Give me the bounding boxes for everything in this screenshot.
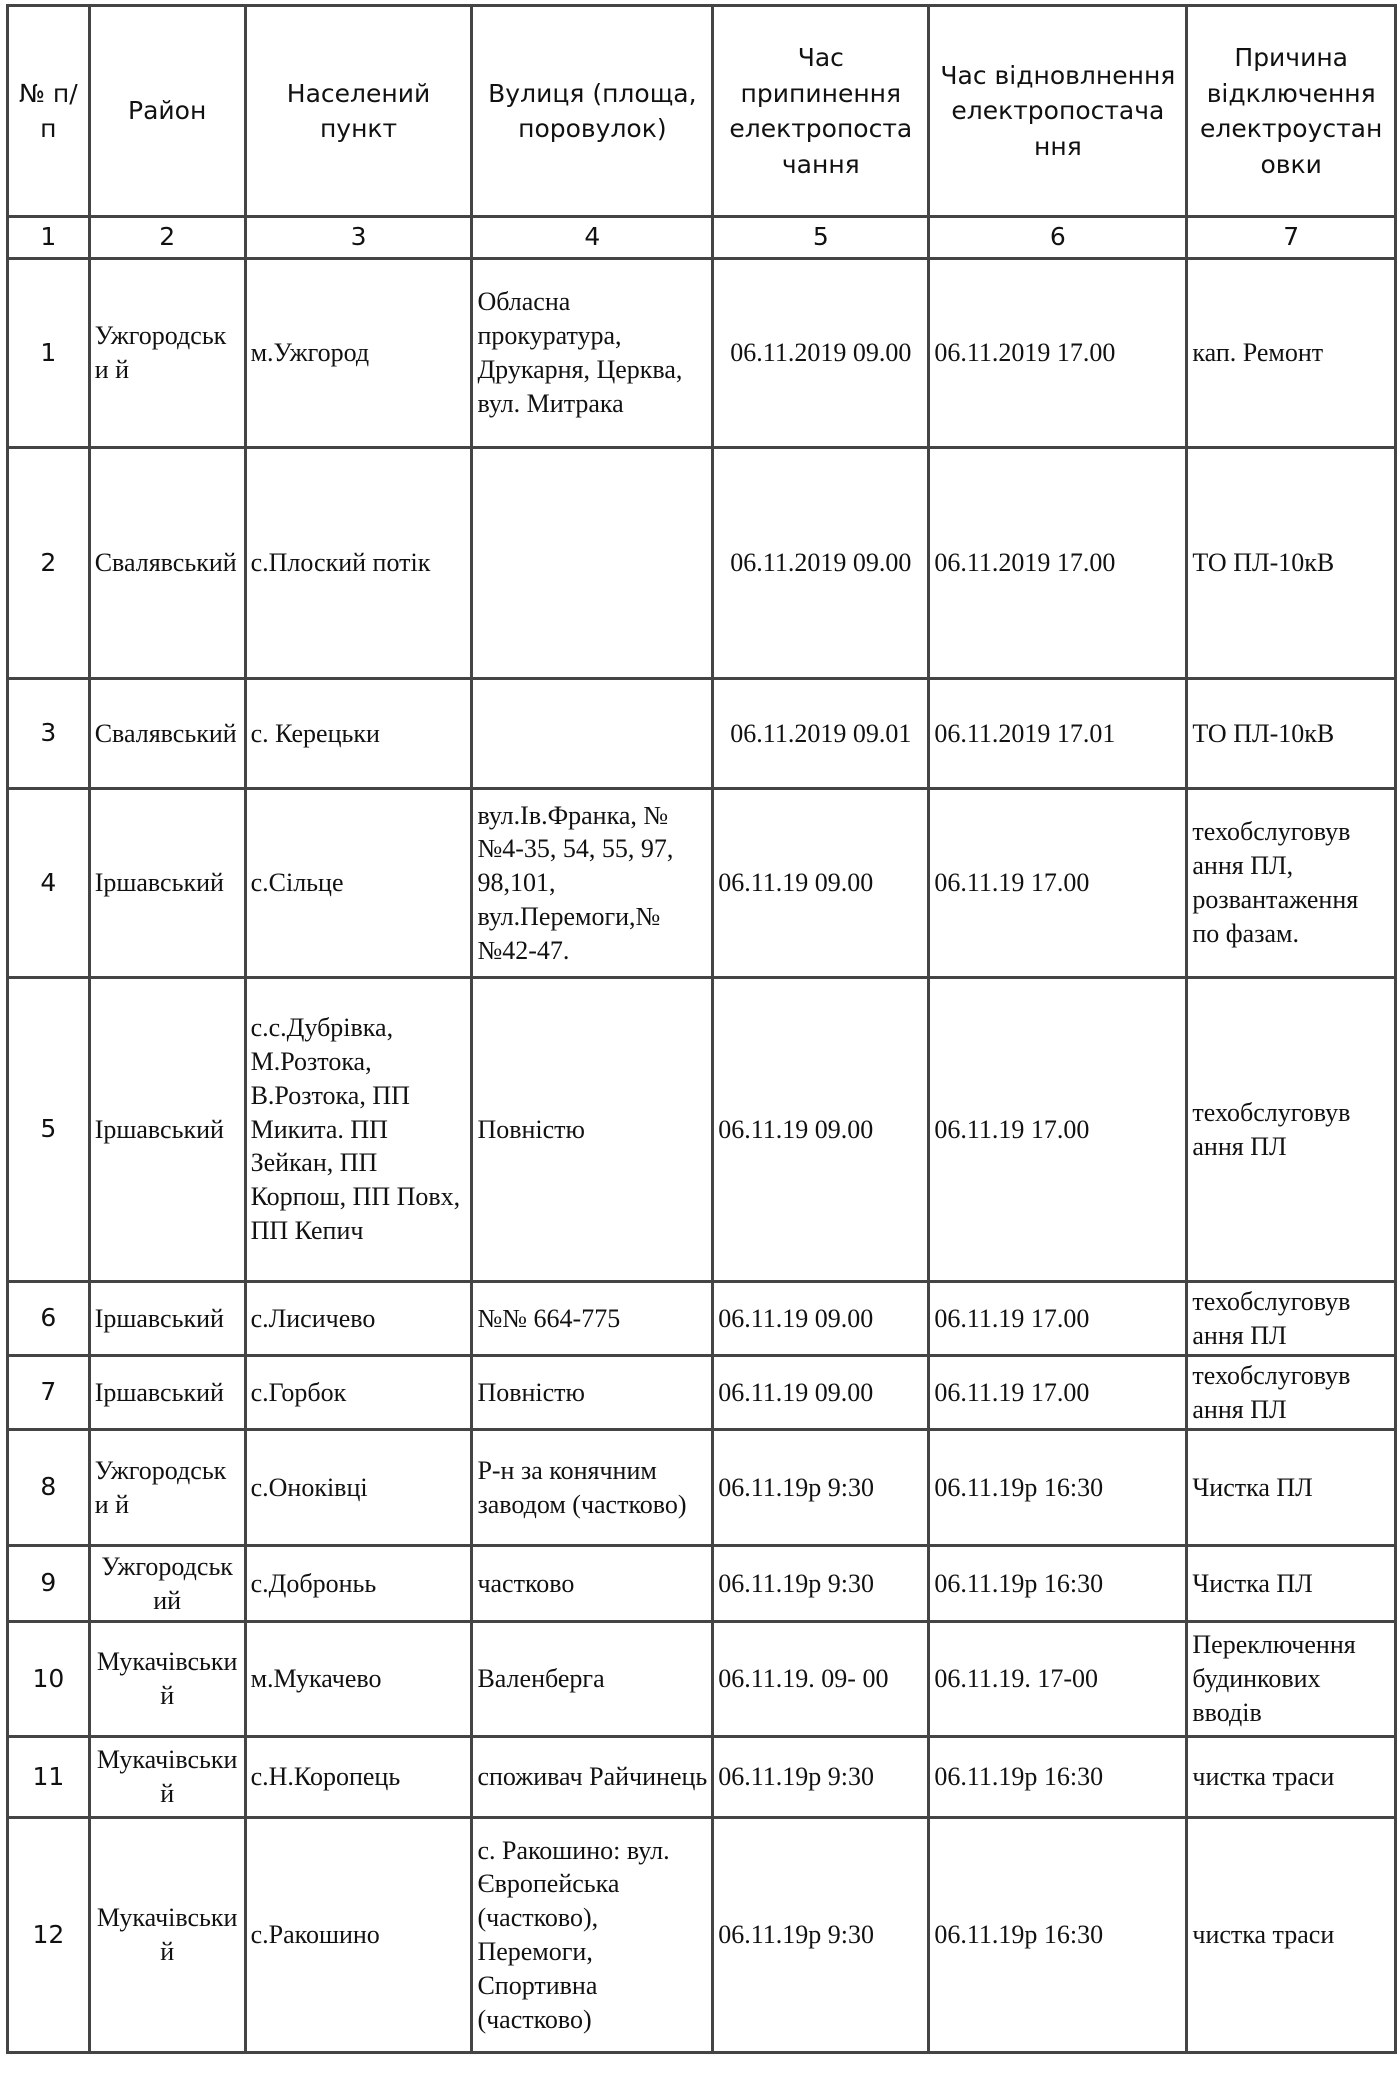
reason-cell: техобслуговув ання ПЛ <box>1187 1356 1396 1430</box>
district-cell: Свалявський <box>89 679 245 789</box>
column-number: 6 <box>929 217 1187 259</box>
column-number: 7 <box>1187 217 1396 259</box>
district-cell: Ужгородськи й <box>89 1430 245 1546</box>
header-reason: Причина відключення електроустан овки <box>1187 6 1396 217</box>
header-street: Вулиця (площа, поровулок) <box>472 6 713 217</box>
row-number: 11 <box>8 1737 90 1818</box>
outage-table <box>6 4 1397 2054</box>
district-cell: Ужгородськ ий <box>89 1546 245 1622</box>
locality-cell: с.с.Дубрівка, М.Розтока, В.Розтока, ПП Микита. ПП Зейкан, ПП Корпош, ПП Повх, ПП Кепич <box>245 978 472 1282</box>
locality-cell: с. Керецьки <box>245 679 472 789</box>
table-row <box>8 1622 1396 1737</box>
outage-end-cell: 06.11.19. 17-00 <box>929 1622 1187 1737</box>
table-row <box>8 1282 1396 1356</box>
header-district: Район <box>89 6 245 217</box>
outage-end-cell: 06.11.2019 17.00 <box>929 448 1187 679</box>
reason-cell: чистка траси <box>1187 1818 1396 2053</box>
street-cell: Повністю <box>472 1356 713 1430</box>
outage-end-cell: 06.11.19р 16:30 <box>929 1546 1187 1622</box>
district-cell: Мукачівськи й <box>89 1737 245 1818</box>
header-number: № п/п <box>8 6 90 217</box>
table-row <box>8 1546 1396 1622</box>
table-row <box>8 1737 1396 1818</box>
outage-end-cell: 06.11.19 17.00 <box>929 1356 1187 1430</box>
reason-cell: Чистка ПЛ <box>1187 1430 1396 1546</box>
reason-cell: ТО ПЛ-10кВ <box>1187 448 1396 679</box>
locality-cell: с.Горбок <box>245 1356 472 1430</box>
table-row <box>8 448 1396 679</box>
column-number: 3 <box>245 217 472 259</box>
outage-start-cell: 06.11.19р 9:30 <box>713 1737 929 1818</box>
column-number: 2 <box>89 217 245 259</box>
header-outage-start: Час припинення електропоста чання <box>713 6 929 217</box>
locality-cell: с.Н.Коропець <box>245 1737 472 1818</box>
street-cell: вул.Ів.Франка, №№4-35, 54, 55, 97, 98,101, вул.Перемоги,№ №42-47. <box>472 789 713 978</box>
locality-cell: м.Мукачево <box>245 1622 472 1737</box>
reason-cell: чистка траси <box>1187 1737 1396 1818</box>
table-row <box>8 789 1396 978</box>
reason-cell: ТО ПЛ-10кВ <box>1187 679 1396 789</box>
table-row <box>8 679 1396 789</box>
row-number: 3 <box>8 679 90 789</box>
outage-end-cell: 06.11.2019 17.01 <box>929 679 1187 789</box>
row-number: 1 <box>8 259 90 448</box>
district-cell: Мукачівськи й <box>89 1818 245 2053</box>
street-cell: споживач Райчинець <box>472 1737 713 1818</box>
district-cell: Мукачівськи й <box>89 1622 245 1737</box>
street-cell <box>472 679 713 789</box>
locality-cell: с.Оноківці <box>245 1430 472 1546</box>
outage-start-cell: 06.11.19р 9:30 <box>713 1818 929 2053</box>
column-number: 4 <box>472 217 713 259</box>
row-number: 2 <box>8 448 90 679</box>
table-row <box>8 259 1396 448</box>
header-locality: Населений пункт <box>245 6 472 217</box>
district-cell: Іршавський <box>89 1356 245 1430</box>
row-number: 10 <box>8 1622 90 1737</box>
outage-end-cell: 06.11.19р 16:30 <box>929 1737 1187 1818</box>
reason-cell: техобслуговув ання ПЛ <box>1187 978 1396 1282</box>
outage-start-cell: 06.11.19 09.00 <box>713 1282 929 1356</box>
outage-start-cell: 06.11.2019 09.00 <box>713 259 929 448</box>
column-number-row <box>8 217 1396 259</box>
outage-start-cell: 06.11.19р 9:30 <box>713 1546 929 1622</box>
district-cell: Іршавський <box>89 1282 245 1356</box>
locality-cell: м.Ужгород <box>245 259 472 448</box>
outage-start-cell: 06.11.19 09.00 <box>713 978 929 1282</box>
locality-cell: с.Сільце <box>245 789 472 978</box>
reason-cell: техобслуговув ання ПЛ, розвантаження по фазам. <box>1187 789 1396 978</box>
header-row <box>8 6 1396 217</box>
street-cell: частково <box>472 1546 713 1622</box>
outage-start-cell: 06.11.2019 09.01 <box>713 679 929 789</box>
row-number: 4 <box>8 789 90 978</box>
street-cell: Повністю <box>472 978 713 1282</box>
outage-start-cell: 06.11.2019 09.00 <box>713 448 929 679</box>
outage-start-cell: 06.11.19р 9:30 <box>713 1430 929 1546</box>
row-number: 12 <box>8 1818 90 2053</box>
locality-cell: с.Лисичево <box>245 1282 472 1356</box>
locality-cell: с.Доброньь <box>245 1546 472 1622</box>
table-row <box>8 978 1396 1282</box>
street-cell: Обласна прокуратура, Друкарня, Церква, вул. Митрака <box>472 259 713 448</box>
street-cell: с. Ракошино: вул. Європейська (частково), Перемоги, Спортивна (частково) <box>472 1818 713 2053</box>
district-cell: Ужгородськи й <box>89 259 245 448</box>
district-cell: Іршавський <box>89 978 245 1282</box>
outage-end-cell: 06.11.2019 17.00 <box>929 259 1187 448</box>
outage-end-cell: 06.11.19 17.00 <box>929 1282 1187 1356</box>
column-number: 5 <box>713 217 929 259</box>
row-number: 8 <box>8 1430 90 1546</box>
street-cell: №№ 664-775 <box>472 1282 713 1356</box>
reason-cell: Переключення будинкових вводів <box>1187 1622 1396 1737</box>
street-cell: Валенберга <box>472 1622 713 1737</box>
row-number: 6 <box>8 1282 90 1356</box>
street-cell <box>472 448 713 679</box>
row-number: 7 <box>8 1356 90 1430</box>
locality-cell: с.Плоский потік <box>245 448 472 679</box>
column-number: 1 <box>8 217 90 259</box>
reason-cell: кап. Ремонт <box>1187 259 1396 448</box>
reason-cell: техобслуговув ання ПЛ <box>1187 1282 1396 1356</box>
outage-end-cell: 06.11.19р 16:30 <box>929 1818 1187 2053</box>
table-row <box>8 1818 1396 2053</box>
row-number: 9 <box>8 1546 90 1622</box>
reason-cell: Чистка ПЛ <box>1187 1546 1396 1622</box>
outage-start-cell: 06.11.19. 09- 00 <box>713 1622 929 1737</box>
locality-cell: с.Ракошино <box>245 1818 472 2053</box>
outage-end-cell: 06.11.19р 16:30 <box>929 1430 1187 1546</box>
table-row <box>8 1430 1396 1546</box>
outage-end-cell: 06.11.19 17.00 <box>929 789 1187 978</box>
table-row <box>8 1356 1396 1430</box>
outage-start-cell: 06.11.19 09.00 <box>713 1356 929 1430</box>
header-outage-end: Час відновлнення електропостача ння <box>929 6 1187 217</box>
district-cell: Свалявський <box>89 448 245 679</box>
outage-end-cell: 06.11.19 17.00 <box>929 978 1187 1282</box>
street-cell: Р-н за конячним заводом (частково) <box>472 1430 713 1546</box>
row-number: 5 <box>8 978 90 1282</box>
outage-start-cell: 06.11.19 09.00 <box>713 789 929 978</box>
district-cell: Іршавський <box>89 789 245 978</box>
